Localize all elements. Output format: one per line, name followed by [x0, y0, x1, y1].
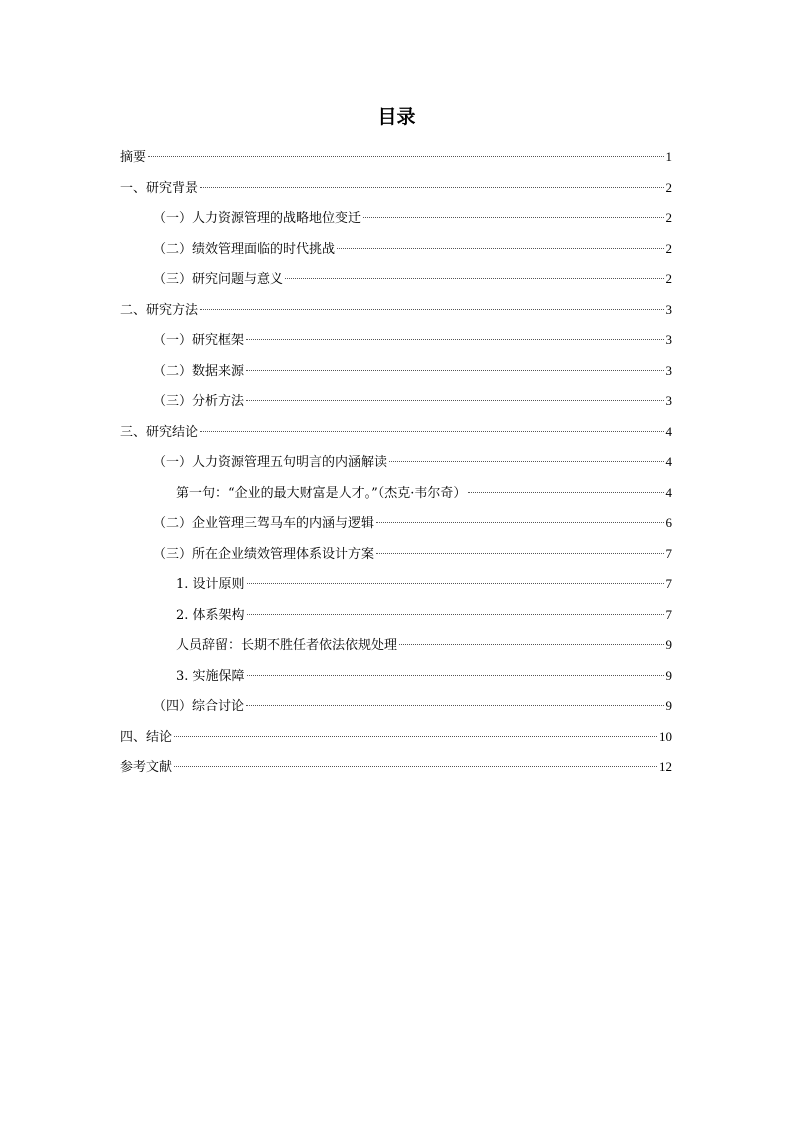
toc-entry-page-number: 2 — [665, 210, 672, 225]
toc-dot-leader — [246, 705, 663, 706]
toc-entry-page-number: 9 — [665, 698, 672, 713]
toc-dot-leader — [246, 339, 663, 340]
toc-entry[interactable] — [120, 264, 672, 295]
toc-dot-leader — [247, 675, 664, 676]
toc-entry-label: （二）绩效管理面临的时代挑战 — [153, 241, 336, 257]
toc-entry-label: （一）研究框架 — [153, 333, 245, 348]
toc-entry-label: 第一句：“企业的最大财富是人才。”（杰克·韦尔奇） — [176, 485, 467, 501]
toc-entry-label: （四）综合讨论 — [153, 699, 245, 714]
toc-entry-page-number: 1 — [665, 149, 672, 164]
toc-dot-leader — [200, 187, 663, 188]
toc-dot-leader — [376, 522, 663, 523]
toc-entry-label: 四、结论 — [120, 729, 173, 745]
toc-entry[interactable] — [120, 630, 672, 661]
toc-entry-label: （三）分析方法 — [153, 394, 245, 409]
toc-entry-page-number: 7 — [665, 576, 672, 591]
toc-entry[interactable] — [120, 539, 672, 570]
toc-entry-page-number: 3 — [665, 393, 672, 408]
toc-entry-label: 三、研究结论 — [120, 424, 199, 440]
toc-dot-leader — [174, 766, 657, 767]
toc-entry-label: （三）研究问题与意义 — [153, 272, 284, 287]
toc-entry-label: 2. 体系架构 — [176, 607, 245, 623]
toc-entry-label: 3. 实施保障 — [176, 668, 245, 684]
toc-dot-leader — [337, 248, 663, 249]
toc-entry-label: 人员辞留：长期不胜任者依法依规处理 — [176, 638, 398, 653]
toc-entry[interactable] — [120, 691, 672, 722]
toc-entry[interactable] — [120, 478, 672, 509]
toc-entry-page-number: 12 — [659, 759, 672, 774]
toc-entry[interactable] — [120, 417, 672, 448]
toc-entry-page-number: 3 — [665, 362, 672, 378]
toc-entry-page-number: 7 — [665, 545, 672, 561]
toc-entry[interactable] — [120, 295, 672, 326]
toc-entry[interactable] — [120, 508, 672, 539]
toc-dot-leader — [285, 278, 663, 279]
toc-entry[interactable] — [120, 142, 672, 173]
toc-entry[interactable] — [120, 203, 672, 234]
toc-entry-page-number: 4 — [665, 484, 672, 500]
toc-entry[interactable] — [120, 356, 672, 387]
toc-entry-page-number: 4 — [665, 423, 672, 439]
toc-entry[interactable] — [120, 569, 672, 600]
toc-title: 目录 — [377, 106, 416, 128]
toc-entry-label: （二）企业管理三驾马车的内涵与逻辑 — [153, 516, 375, 531]
toc-entry-label: 二、研究方法 — [120, 302, 199, 318]
toc-dot-leader — [200, 431, 663, 432]
toc-dot-leader — [399, 644, 663, 645]
toc-dot-leader — [247, 583, 664, 584]
toc-entry-label: （二）数据来源 — [153, 363, 245, 379]
toc-dot-leader — [174, 736, 657, 737]
toc-entry-label: （一）人力资源管理五句明言的内涵解读 — [153, 455, 388, 470]
toc-entry-page-number: 9 — [665, 667, 672, 683]
toc-entry-page-number: 3 — [665, 301, 672, 317]
toc-entry-label: 摘要 — [120, 150, 147, 165]
toc-dot-leader — [246, 370, 663, 371]
toc-entry-page-number: 10 — [659, 728, 672, 744]
toc-dot-leader — [468, 492, 663, 493]
toc-entry-page-number: 2 — [665, 271, 672, 286]
toc-dot-leader — [148, 156, 663, 157]
toc-entry-page-number: 9 — [665, 637, 672, 652]
toc-entry[interactable] — [120, 661, 672, 692]
toc-entry-label: 一、研究背景 — [120, 180, 199, 196]
toc-entry-page-number: 2 — [665, 240, 672, 256]
toc-entry[interactable] — [120, 447, 672, 478]
toc-entry-label: 参考文献 — [120, 760, 173, 775]
toc-entry-page-number: 4 — [665, 454, 672, 469]
toc-entry[interactable] — [120, 234, 672, 265]
toc-dot-leader — [246, 400, 663, 401]
toc-dot-leader — [200, 309, 663, 310]
toc-dot-leader — [363, 217, 663, 218]
toc-entry[interactable] — [120, 752, 672, 783]
toc-entry-label: （一）人力资源管理的战略地位变迁 — [153, 211, 362, 226]
toc-entry-page-number: 7 — [665, 606, 672, 622]
toc-entry[interactable] — [120, 600, 672, 631]
toc-list — [120, 142, 672, 783]
toc-entry-page-number: 2 — [665, 179, 672, 195]
toc-entry[interactable] — [120, 173, 672, 204]
toc-dot-leader — [389, 461, 663, 462]
toc-entry[interactable] — [120, 386, 672, 417]
toc-entry[interactable] — [120, 722, 672, 753]
toc-entry-page-number: 6 — [665, 515, 672, 530]
toc-entry-label: （三）所在企业绩效管理体系设计方案 — [153, 546, 375, 562]
toc-entry-label: 1. 设计原则 — [176, 577, 245, 592]
toc-entry-page-number: 3 — [665, 332, 672, 347]
toc-dot-leader — [247, 614, 664, 615]
toc-dot-leader — [376, 553, 663, 554]
toc-entry[interactable] — [120, 325, 672, 356]
